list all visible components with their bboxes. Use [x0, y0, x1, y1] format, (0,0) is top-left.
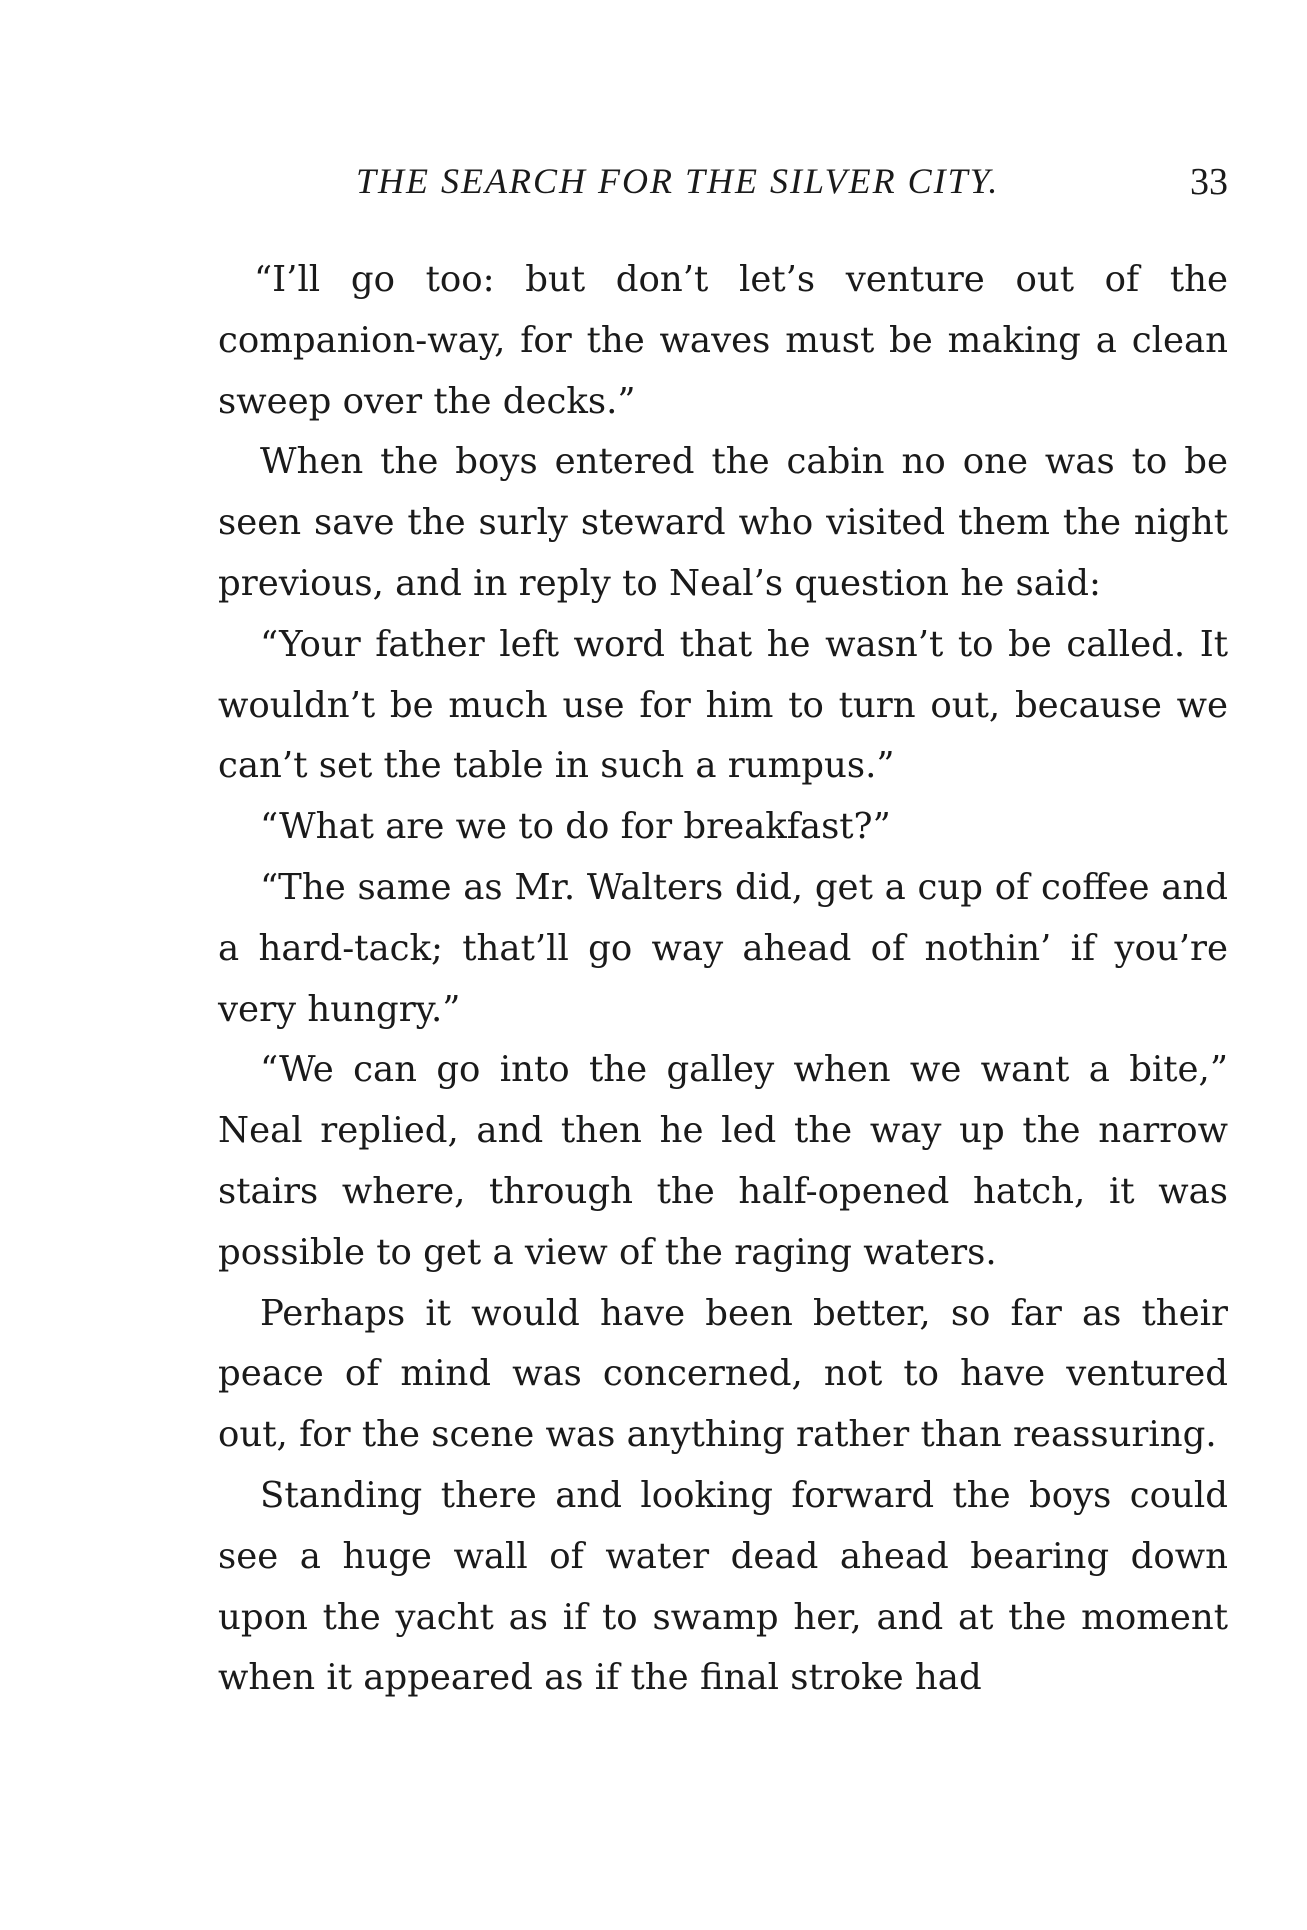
paragraph: “We can go into the galley when we want a bite,” Neal replied, and then he led the way up the narrow stairs where, through the half-opened hatch, it was possible to get a view of the raging waters.: [218, 1049, 1228, 1273]
paragraph: “What are we to do for breakfast?”: [260, 806, 891, 848]
running-head: [218, 160, 1228, 210]
body-text: [218, 250, 1228, 1709]
page-number: 33: [1190, 161, 1228, 203]
paragraph: Standing there and looking forward the boys could see a huge wall of water dead ahead bearing down upon the yacht as if to swamp her, and at the moment when it appeared as if the final stroke had: [218, 1474, 1228, 1699]
paragraph: Perhaps it would have been better, so far as their peace of mind was concerned, not to have ventured out, for the scene was anything rather than reassuring.: [218, 1292, 1228, 1456]
paragraph: “The same as Mr. Walters did, get a cup of coffee and a hard-tack; that’ll go way ahead of nothin’ if you’re very hungry.”: [218, 866, 1228, 1030]
running-title: THE SEARCH FOR THE SILVER CITY.: [356, 161, 1000, 201]
paragraph: When the boys entered the cabin no one was to be seen save the surly steward who visited them the night previous, and in reply to Neal’s question he said:: [218, 441, 1228, 604]
paragraph: “Your father left word that he wasn’t to be called. It wouldn’t be much use for him to turn out, because we can’t set the table in such a rumpus.”: [218, 623, 1228, 787]
paragraph: “I’ll go too: but don’t let’s venture out of the companion-way, for the waves must be making a clean sweep over the decks.”: [218, 259, 1228, 422]
